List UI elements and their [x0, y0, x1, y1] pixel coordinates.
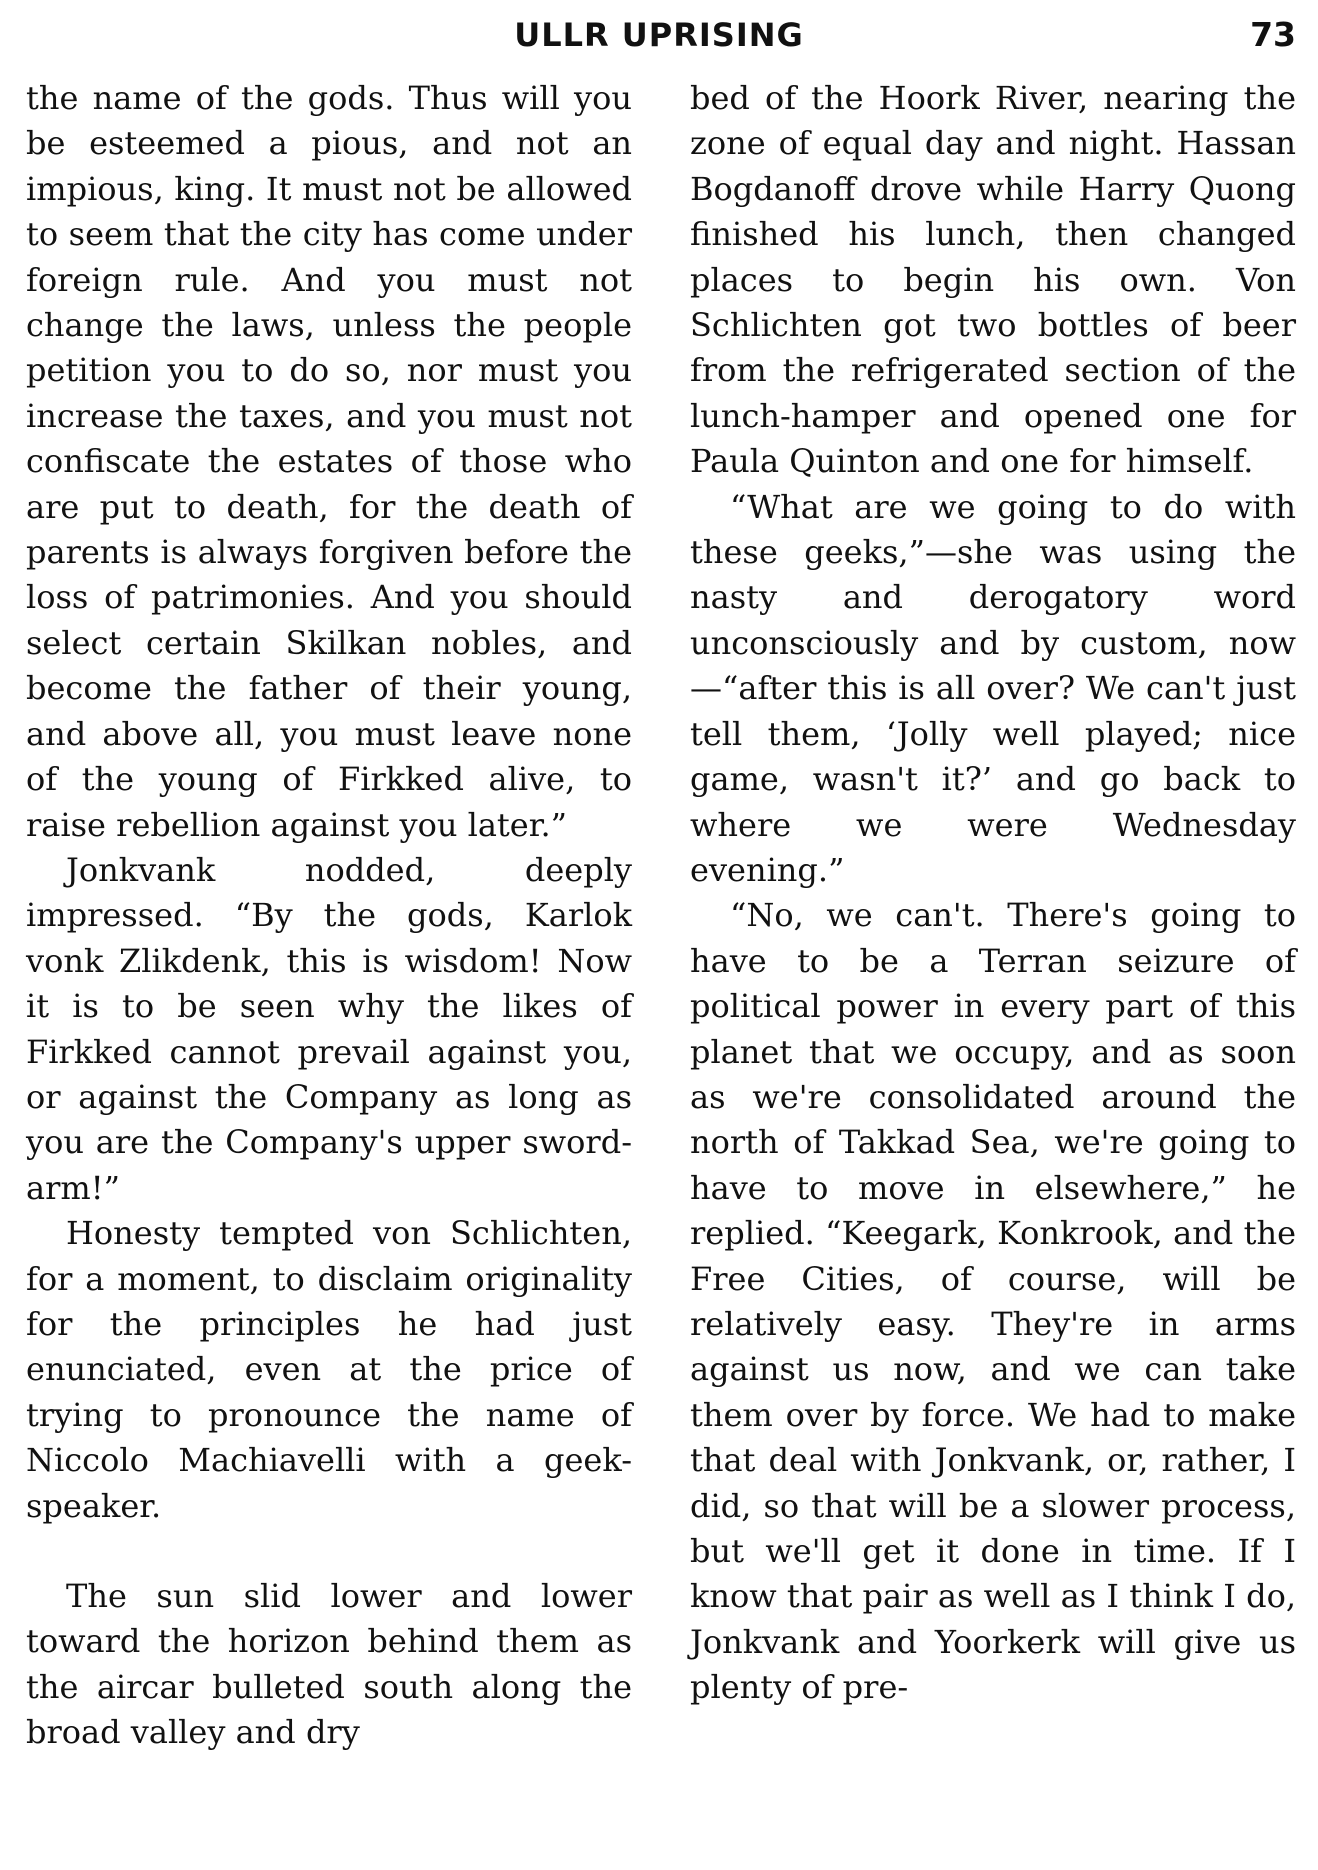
paragraph: “No, we can't. There's going to have to be a Terran seizure of political power in every part of this planet that we occupy, and as soon as we're consolidated around the north of Takkad Sea, we're going to have to move in elsewhere,” he replied. “Keegark, Konkrook, and the Free Cities, of course, will be relatively easy. They're in arms against us now, and we can take them over by force. We had to make that deal with Jonkvank, or, rather, I did, so that will be a slower process, but we'll get it done in time. If I know that pair as well as I think I do, Jonkvank and Yoorkerk will give us plenty of pre- — [690, 896, 1296, 1707]
paragraph: Jonkvank nodded, deeply impressed. “By the gods, Karlok vonk Zlikdenk, this is wisdom! Now it is to be seen why the likes of Firkked cannot prevail against you, or against the Company as long as you are the Company's upper sword-arm!” — [26, 850, 632, 1207]
right-column — [690, 76, 1296, 1711]
left-column — [26, 76, 632, 1756]
paragraph-continued: the name of the gods. Thus will you be esteemed a pious, and not an impious, king. It must not be allowed to seem that the city has come under foreign rule. And you must not change the laws, unless the people petition you to do so, nor must you increase the taxes, and you must not confiscate the estates of those who are put to death, for the death of parents is always forgiven before the loss of patrimonies. And you should select certain Skilkan nobles, and become the father of their young, and above all, you must leave none of the young of Firkked alive, to raise rebellion against you later.” — [26, 79, 632, 844]
running-title: ULLR UPRISING — [514, 16, 804, 54]
running-header — [0, 12, 1318, 58]
paragraph-continued: bed of the Hoork River, nearing the zone of equal day and night. Hassan Bogdanoff drove while Harry Quong finished his lunch, then changed places to begin his own. Von Schlichten got two bottles of beer from the refrigerated section of the lunch-hamper and opened one for Paula Quinton and one for himself. — [690, 79, 1296, 481]
paragraph: “What are we going to do with these geeks,”—she was using the nasty and derogatory word unconsciously and by custom, now—“after this is all over? We can't just tell them, ‘Jolly well played; nice game, wasn't it?’ and go back to where we were Wednesday evening.” — [690, 487, 1296, 889]
paragraph: Honesty tempted von Schlichten, for a moment, to disclaim originality for the principles he had just enunciated, even at the price of trying to pronounce the name of Niccolo Machiavelli with a geek-speaker. — [26, 1214, 632, 1525]
page-number: 73 — [1250, 15, 1296, 54]
paragraph-section-start: The sun slid lower and lower toward the horizon behind them as the aircar bulleted south along the broad valley and dry — [26, 1577, 632, 1752]
